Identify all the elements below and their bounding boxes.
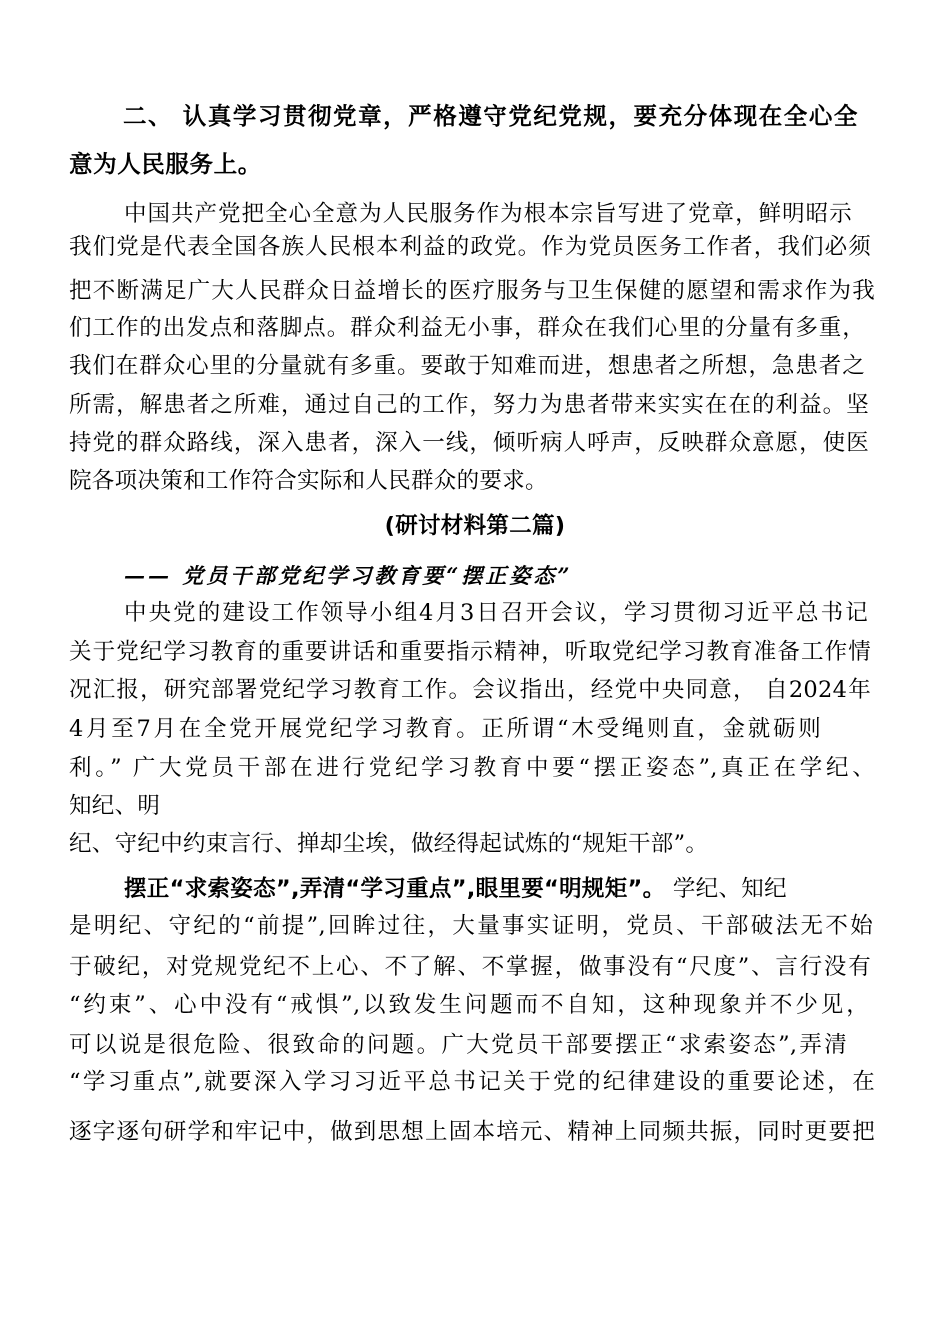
paragraph-line: 所需，解患者之所难，通过自己的工作，努力为患者带来实实在在的利益。坚	[69, 392, 869, 418]
paragraph-line: 4月至7月在全党开展党纪学习教育。正所谓“木受绳则直，金就砺则	[69, 716, 821, 742]
point-1-first-line	[124, 874, 787, 904]
paragraph-line: 持党的群众路线，深入患者，深入一线，倾听病人呼声，反映群众意愿，使医	[69, 430, 869, 456]
section-heading-line-2: 意为人民服务上。	[69, 150, 262, 178]
section-heading-line-1: 二、 认真学习贯彻党章，严格遵守党纪党规，要充分体现在全心全	[123, 102, 858, 130]
paragraph-line: 逐字逐句研学和牢记中，做到思想上固本培元、精神上同频共振，同时更要把	[69, 1119, 875, 1145]
point-1-first-line-rest: 学纪、知纪	[665, 876, 787, 902]
paragraph-line: “约束”、心中没有“戒惧”,以致发生问题而不自知，这种现象并不少见，	[69, 992, 869, 1018]
article-subtitle: —— 党员干部党纪学习教育要“摆正姿态”	[124, 563, 573, 588]
paragraph-line: 关于党纪学习教育的重要讲话和重要指示精神，听取党纪学习教育准备工作情	[69, 639, 871, 665]
paragraph-line: 我们在群众心里的分量就有多重。要敢于知难而进，想患者之所想，急患者之	[69, 353, 865, 379]
paragraph-line: 中国共产党把全心全意为人民服务作为根本宗旨写进了党章，鲜明昭示	[124, 201, 852, 227]
article-title: (研讨材料第二篇)	[384, 513, 566, 539]
paragraph-line: 于破纪，对党规党纪不上心、不了解、不掌握，做事没有“尺度”、言行没有	[69, 954, 871, 980]
paragraph-line: 我们党是代表全国各族人民根本利益的政党。作为党员医务工作者，我们必须	[69, 234, 871, 260]
paragraph-line: 们工作的出发点和落脚点。群众利益无小事，群众在我们心里的分量有多重，	[69, 315, 865, 341]
paragraph-line: 利。” 广大党员干部在进行党纪学习教育中要“摆正姿态”,真正在学纪、	[69, 755, 875, 781]
paragraph-line: 是明纪、守纪的“前提”,回眸过往，大量事实证明，党员、干部破法无不始	[69, 913, 873, 939]
paragraph-line: 可以说是很危险、很致命的问题。广大党员干部要摆正“求索姿态”,弄清	[69, 1032, 847, 1058]
paragraph-line: “学习重点”,就要深入学习习近平总书记关于党的纪律建设的重要论述，在	[69, 1069, 875, 1095]
paragraph-line: 况汇报，研究部署党纪学习教育工作。会议指出，经党中央同意， 自2024年	[69, 677, 871, 703]
paragraph-line: 把不断满足广大人民群众日益增长的医疗服务与卫生保健的愿望和需求作为我	[69, 278, 875, 304]
paragraph-line: 院各项决策和工作符合实际和人民群众的要求。	[69, 468, 548, 494]
paragraph-line: 知纪、明	[69, 793, 161, 819]
paragraph-line: 纪、守纪中约束言行、掸却尘埃，做经得起试炼的“规矩干部”。	[69, 831, 709, 857]
point-1-heading: 摆正“求索姿态”,弄清“学习重点”,眼里要“明规矩”。	[124, 876, 666, 902]
paragraph-line: 中央党的建设工作领导小组4月3日召开会议，学习贯彻习近平总书记	[124, 600, 868, 626]
